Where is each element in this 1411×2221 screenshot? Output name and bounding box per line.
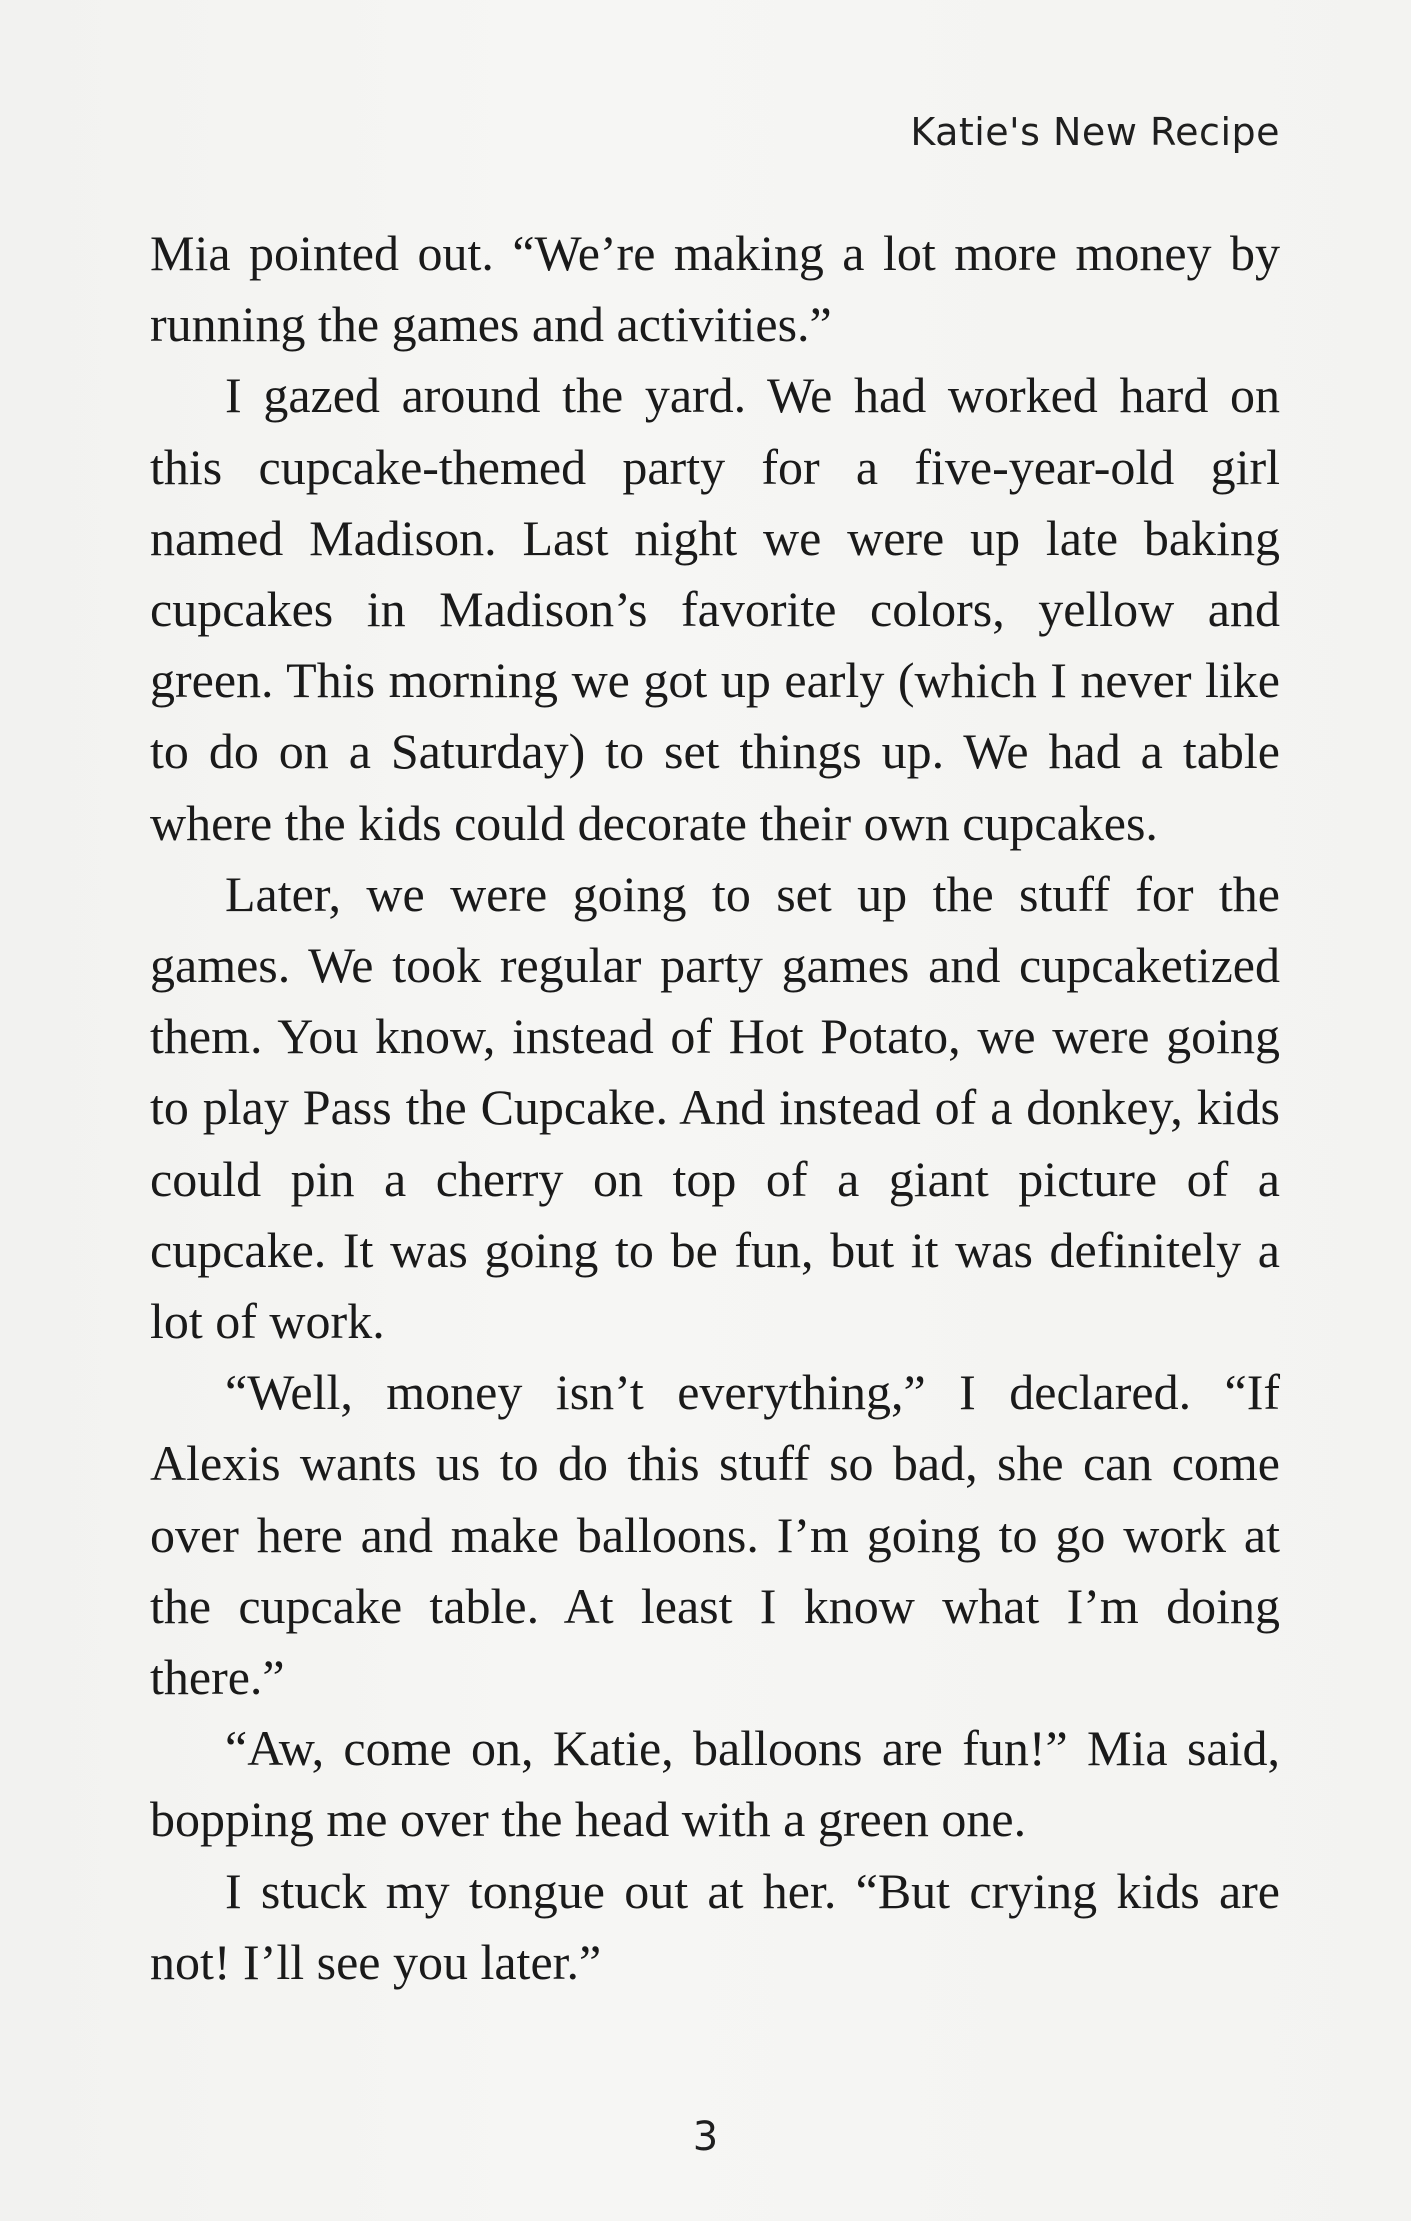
- body-text: [150, 218, 1280, 1998]
- paragraph: Later, we were going to set up the stuff for the games. We took regular party games and cupcaketized them. You know, instead of Hot Potato, we were going to play Pass the Cupcake. And instead of a donkey, kids could pin a cherry on top of a giant picture of a cupcake. It was going to be fun, but it was definitely a lot of work.: [150, 865, 1280, 1350]
- paragraph: “Aw, come on, Katie, balloons are fun!” Mia said, bopping me over the head with a green one.: [150, 1720, 1280, 1848]
- paragraph: I stuck my tongue out at her. “But crying kids are not! I’ll see you later.”: [150, 1862, 1280, 1990]
- paragraph: Mia pointed out. “We’re making a lot more money by running the games and activities.”: [150, 225, 1280, 353]
- running-head: Katie's New Recipe: [910, 110, 1280, 154]
- page-number: 3: [692, 2114, 719, 2160]
- paragraph: “Well, money isn’t everything,” I declared. “If Alexis wants us to do this stuff so bad, she can come over here and make balloons. I’m going to go work at the cupcake table. At least I know what I’m doing there.”: [150, 1364, 1280, 1706]
- paragraph: I gazed around the yard. We had worked hard on this cupcake-themed party for a five-year-old girl named Madison. Last night we were up late baking cupcakes in Madison’s favorite colors, yellow and green. This morning we got up early (which I never like to do on a Saturday) to set things up. We had a table where the kids could decorate their own cupcakes.: [150, 367, 1280, 851]
